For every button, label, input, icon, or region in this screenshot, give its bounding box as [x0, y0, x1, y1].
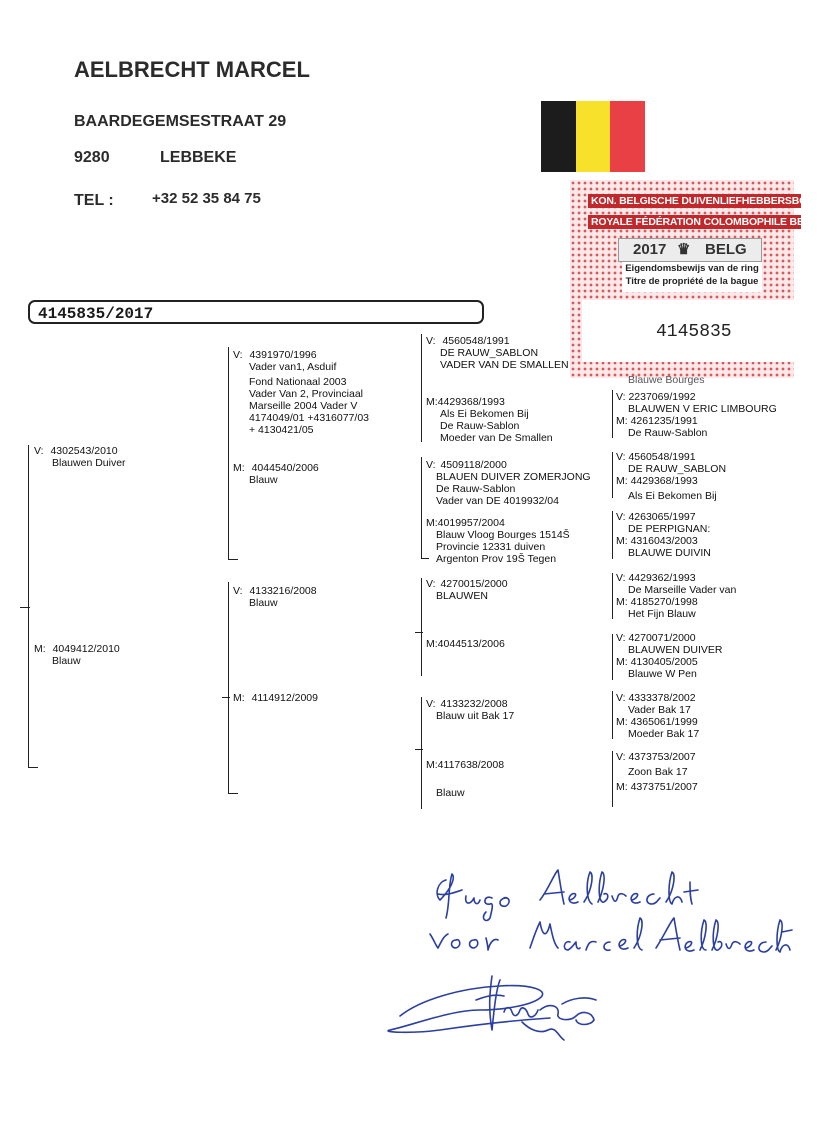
- gen3-entry-5: V: 4270015/2000 BLAUWEN: [426, 578, 508, 602]
- granddam-maternal: M: 4114912/2009: [233, 692, 318, 704]
- tel-label: TEL :: [74, 192, 114, 209]
- breeder-postcode: 9280: [74, 149, 110, 166]
- federation-name-fr: ROYALE FÉDÉRATION COLOMBOPHILE BELG: [588, 215, 801, 229]
- granddam-paternal: M: 4044540/2006 Blauw: [233, 462, 319, 486]
- grandsire-maternal: V: 4133216/2008 Blauw: [233, 585, 317, 609]
- dam-name: Blauw: [52, 655, 81, 667]
- breeder-city: LEBBEKE: [160, 149, 237, 166]
- gen3-entry-1: V: 4560548/1991 DE RAUW_SABLON VADER VAN DE SMALLEN: [426, 335, 569, 371]
- breeder-name: AELBRECHT MARCEL: [74, 57, 310, 82]
- handwritten-signature: [380, 860, 800, 1060]
- ring-year: 2017: [633, 241, 667, 258]
- gen3-entry-2: M:4429368/1993 Als Ei Bekomen Bij De Rauw-Sablon Moeder van De Smallen: [426, 396, 553, 444]
- dam-prefix: M:: [34, 643, 46, 655]
- gen4-entry-4: V: 4263065/1997 DE PERPIGNAN: M: 4316043/2003 BLAUWE DUIVIN: [616, 511, 711, 559]
- sire-ring: 4302543/2010: [50, 445, 118, 457]
- ownership-info: [622, 262, 762, 292]
- belgian-flag: [541, 101, 645, 172]
- gen3-entry-7: V: 4133232/2008 Blauw uit Bak 17: [426, 698, 515, 722]
- flag-yellow-stripe: [576, 101, 611, 172]
- sire-name: Blauwen Duiver: [52, 457, 126, 469]
- gen4-entry-2: V: 2237069/1992 BLAUWEN V ERIC LIMBOURG M: 4261235/1991 De Rauw-Sablon: [616, 391, 777, 439]
- federation-name-nl: KON. BELGISCHE DUIVENLIEFHEBBERSBON: [588, 194, 801, 208]
- sire-entry: [34, 445, 126, 469]
- crown-icon: ♛: [677, 241, 691, 258]
- gen4-entry-6: V: 4270071/2000 BLAUWEN DUIVER M: 4130405/2005 Blauwe W Pen: [616, 632, 723, 680]
- breeder-street: BAARDEGEMSESTRAAT 29: [74, 113, 287, 130]
- gen3-entry-6: M:4044513/2006: [426, 638, 505, 650]
- sire-prefix: V:: [34, 445, 44, 457]
- grandsire-paternal: V: 4391970/1996 Vader van1, Asduif Fond Nationaal 2003 Vader Van 2, Provinciaal Marseille 2004 Vader V 4174049/01 +4316077/03 + 4130421/05: [233, 349, 369, 436]
- ring-year-box: [618, 238, 762, 262]
- ring-certificate: [570, 180, 818, 378]
- gen3-entry-3: V: 4509118/2000 BLAUEN DUIVER ZOMERJONG De Rauw-Sablon Vader van DE 4019932/04: [426, 459, 591, 507]
- breeder-tel: +32 52 35 84 75: [152, 190, 261, 207]
- flag-black-stripe: [541, 101, 576, 172]
- gen3-entry-4: M:4019957/2004 Blauw Vloog Bourges 1514Š Provincie 12331 duiven Argenton Prov 19Š Tegen: [426, 517, 570, 565]
- dam-entry: [34, 643, 120, 667]
- gen4-entry-1: Blauwe Bourges: [628, 374, 705, 386]
- dam-ring: 4049412/2010: [52, 643, 120, 655]
- flag-red-stripe: [610, 101, 645, 172]
- gen4-entry-8: V: 4373753/2007 Zoon Bak 17 M: 4373751/2007: [616, 751, 698, 793]
- ownership-fr: Titre de propriété de la bague: [625, 276, 759, 287]
- ring-country: BELG: [705, 241, 747, 258]
- gen4-entry-3: V: 4560548/1991 DE RAUW_SABLON M: 4429368/1993 Als Ei Bekomen Bij: [616, 451, 727, 502]
- gen4-entry-7: V: 4333378/2002 Vader Bak 17 M: 4365061/1999 Moeder Bak 17: [616, 692, 700, 740]
- pigeon-id-box: 4145835/2017: [28, 300, 484, 324]
- ring-number: 4145835: [656, 322, 732, 342]
- gen4-entry-5: V: 4429362/1993 De Marseille Vader van M: 4185270/1998 Het Fijn Blauw: [616, 572, 737, 620]
- ownership-nl: Eigendomsbewijs van de ring: [625, 263, 759, 274]
- gen3-entry-8: M:4117638/2008 Blauw: [426, 759, 505, 799]
